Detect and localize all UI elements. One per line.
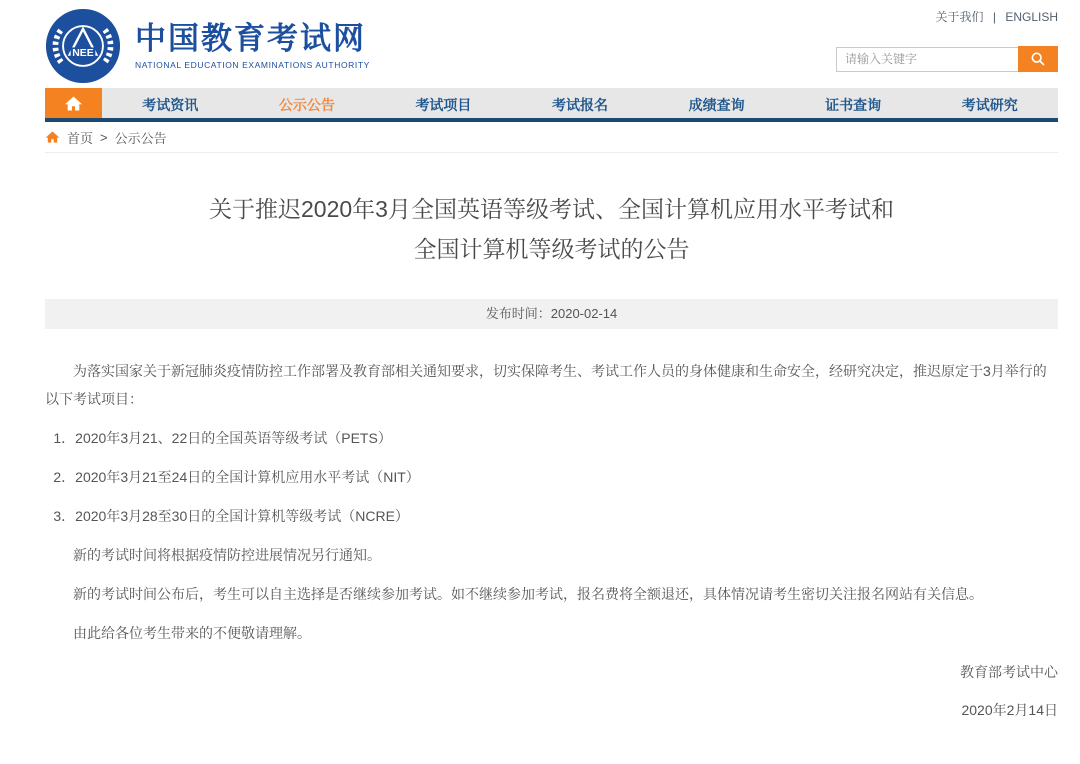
breadcrumb-home[interactable]: 首页 xyxy=(67,130,94,146)
svg-text:NEE: NEE xyxy=(72,47,94,59)
site-subtitle: NATIONAL EDUCATION EXAMINATIONS AUTHORITY xyxy=(135,59,370,70)
nav-item-announcements[interactable]: 公示公告 xyxy=(278,97,335,113)
list-item: 3．2020年3月28至30日的全国计算机等级考试（NCRE） xyxy=(53,508,409,524)
nav-item-exam-research[interactable]: 考试研究 xyxy=(961,97,1018,113)
list-item: 2．2020年3月21至24日的全国计算机应用水平考试（NIT） xyxy=(53,469,420,485)
site-header xyxy=(45,0,1058,88)
breadcrumb-current[interactable]: 公示公告 xyxy=(114,130,167,146)
article-title xyxy=(45,189,1058,269)
breadcrumb-separator: > xyxy=(100,129,108,145)
article-body xyxy=(45,357,1058,647)
article xyxy=(45,189,1058,724)
page-container xyxy=(45,0,1058,724)
search-input[interactable] xyxy=(836,47,1018,72)
nav-item-score-query[interactable]: 成绩查询 xyxy=(688,97,745,113)
nav-home-button[interactable] xyxy=(45,88,102,118)
article-title-line2: 全国计算机等级考试的公告 xyxy=(413,236,690,262)
search-button[interactable] xyxy=(1018,46,1058,72)
site-title-block[interactable] xyxy=(135,22,370,69)
article-title-line1: 关于推迟2020年3月全国英语等级考试、全国计算机应用水平考试和 xyxy=(209,196,894,222)
home-icon xyxy=(64,95,83,112)
nee-emblem-logo-icon[interactable] xyxy=(45,8,121,84)
signature-name: 教育部考试中心 xyxy=(960,664,1058,680)
paragraph: 新的考试时间公布后，考生可以自主选择是否继续参加考试。如不继续参加考试，报名费将全额退还，具体情况请考生密切关注报名网站有关信息。 xyxy=(73,586,983,602)
english-link[interactable]: ENGLISH xyxy=(1005,10,1058,24)
breadcrumb xyxy=(45,122,1058,153)
list-item: 1．2020年3月21、22日的全国英语等级考试（PETS） xyxy=(53,430,392,446)
search-icon xyxy=(1030,51,1046,67)
nav-item-registration[interactable]: 考试报名 xyxy=(552,97,609,113)
home-icon xyxy=(45,130,60,144)
search-bar xyxy=(836,46,1058,72)
paragraph: 新的考试时间将根据疫情防控进展情况另行通知。 xyxy=(73,547,381,563)
about-us-link[interactable]: 关于我们 xyxy=(935,10,984,24)
top-links xyxy=(836,8,1058,25)
publish-date-bar: 发布时间：2020-02-14 xyxy=(45,299,1058,329)
signature-date: 2020年2月14日 xyxy=(961,702,1058,718)
link-divider: | xyxy=(992,10,996,24)
nav-item-certificate-query[interactable]: 证书查询 xyxy=(825,97,882,113)
header-utilities xyxy=(836,8,1058,72)
main-nav xyxy=(45,88,1058,122)
paragraph: 为落实国家关于新冠肺炎疫情防控工作部署及教育部相关通知要求，切实保障考生、考试工作人员的身体健康和生命安全，经研究决定，推迟原定于3月举行的以下考试项目： xyxy=(45,363,1047,407)
signature-block xyxy=(45,658,1058,724)
paragraph: 由此给各位考生带来的不便敬请理解。 xyxy=(73,625,311,641)
site-name: 中国教育考试网 xyxy=(135,21,366,57)
nav-item-exam-news[interactable]: 考试资讯 xyxy=(142,97,199,113)
nav-item-exam-programs[interactable]: 考试项目 xyxy=(415,97,472,113)
